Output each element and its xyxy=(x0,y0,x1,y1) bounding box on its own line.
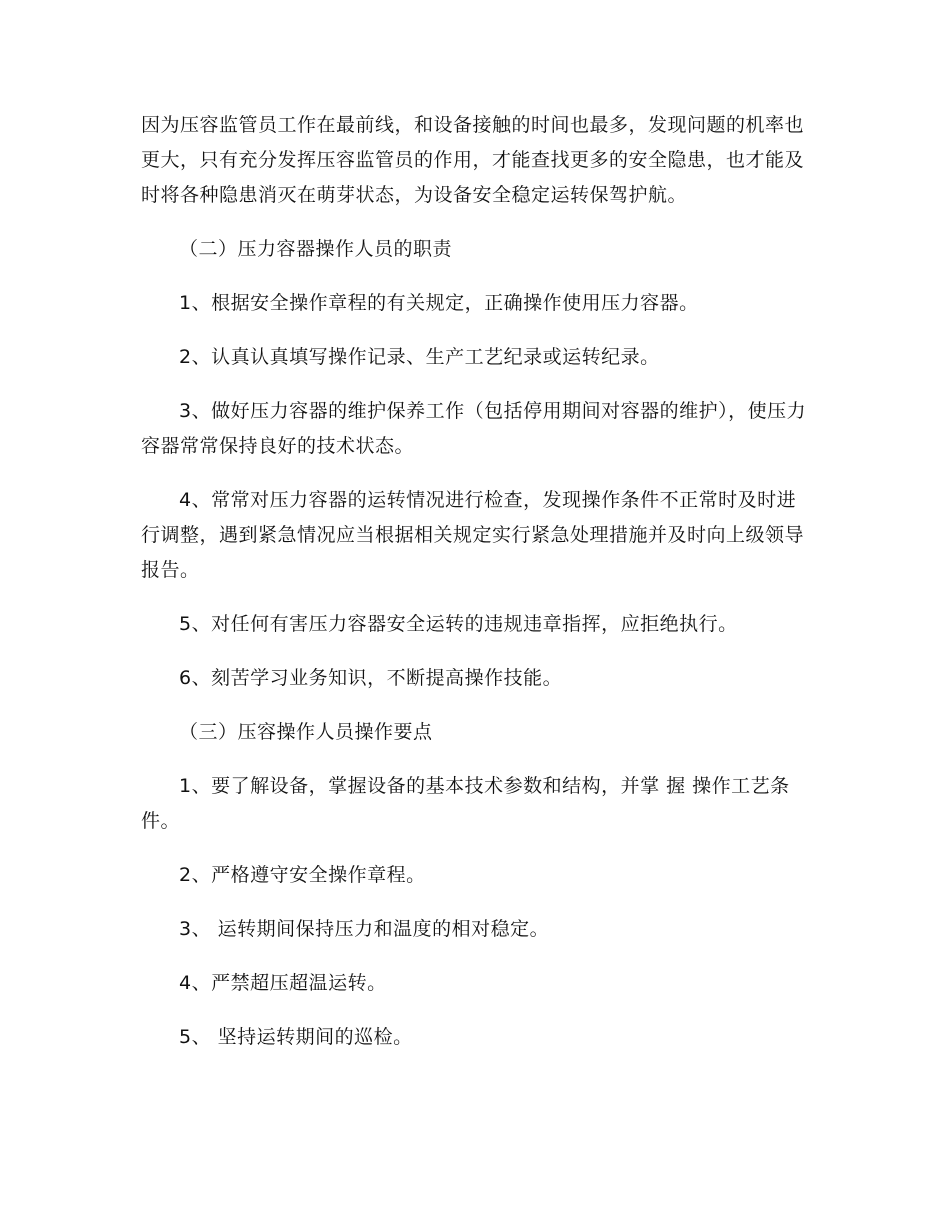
operation-point-5: 5、 坚持运转期间的巡检。 xyxy=(179,1026,413,1048)
duty-item-3: 3、做好压力容器的维护保养工作（包括停用期间对容器的维护），使压力容器常常保持良好的技术状态。 xyxy=(141,400,807,457)
paragraph-intro: 因为压容监管员工作在最前线，和设备接触的时间也最多，发现问题的机率也更大，只有充分发挥压容监管员的作用，才能查找更多的安全隐患，也才能及时将各种隐患消灭在萌芽状态，为设备安全稳定运转保驾护航。 xyxy=(141,114,805,206)
section-heading-operator-duties: （二）压力容器操作人员的职责 xyxy=(179,238,453,260)
section-heading-operation-points: （三）压容操作人员操作要点 xyxy=(179,721,433,743)
operation-point-3: 3、 运转期间保持压力和温度的相对稳定。 xyxy=(179,918,550,940)
duty-item-2: 2、认真认真填写操作记录、生产工艺纪录或运转纪录。 xyxy=(179,346,660,368)
duty-item-5: 5、对任何有害压力容器安全运转的违规违章指挥，应拒绝执行。 xyxy=(179,613,738,635)
duty-item-4: 4、常常对压力容器的运转情况进行检查，发现操作条件不正常时及时进行调整，遇到紧急情况应当根据相关规定实行紧急处理措施并及时向上级领导报告。 xyxy=(141,489,805,581)
duty-item-1: 1、根据安全操作章程的有关规定，正确操作使用压力容器。 xyxy=(179,292,699,314)
operation-point-4: 4、严禁超压超温运转。 xyxy=(179,972,387,994)
operation-point-1: 1、要了解设备，掌握设备的基本技术参数和结构，并掌 握 操作工艺条件。 xyxy=(141,775,790,832)
duty-item-6: 6、刻苦学习业务知识，不断提高操作技能。 xyxy=(179,667,563,689)
operation-point-2: 2、严格遵守安全操作章程。 xyxy=(179,864,426,886)
document-body xyxy=(141,108,811,1074)
